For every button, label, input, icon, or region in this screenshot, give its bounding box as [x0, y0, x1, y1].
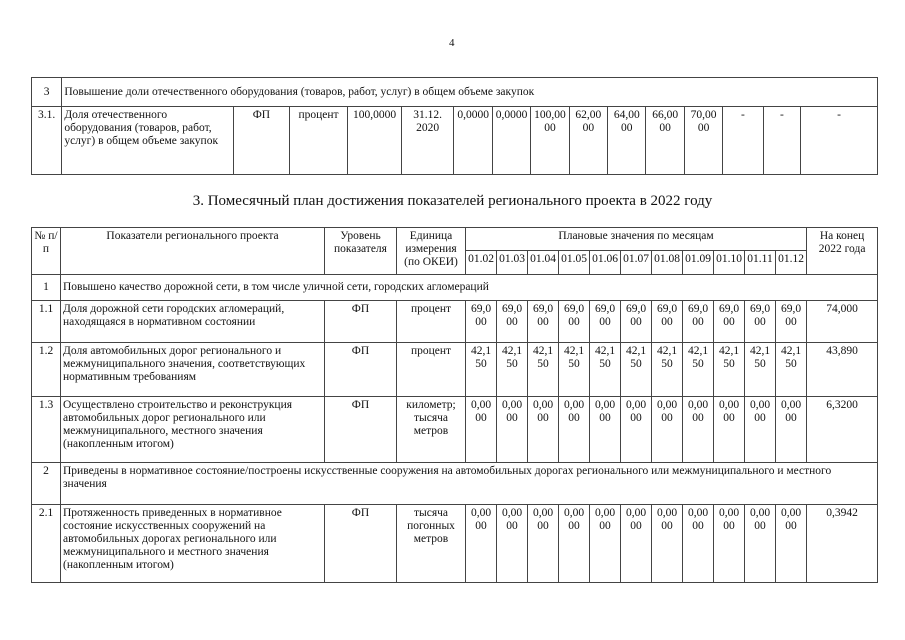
section-text: Повышение доли отечественного оборудования (товаров, работ, услуг) в общем объеме закупок: [62, 78, 878, 107]
value-cell: 0,0000: [492, 107, 530, 175]
header-end: На конец 2022 года: [807, 228, 878, 275]
section-title: 3. Помесячный план достижения показателей регионального проекта в 2022 году: [192, 193, 713, 209]
month-value: 42,1 50: [559, 343, 590, 397]
month-value: 0,00 00: [776, 397, 807, 463]
month-header: 01.02: [466, 251, 497, 275]
section-row-3: [32, 78, 878, 107]
month-value: 42,1 50: [590, 343, 621, 397]
row-num: 2.1: [32, 505, 61, 583]
value-cell: -: [723, 107, 763, 175]
table-row: [32, 397, 878, 463]
row-num: 3.1.: [32, 107, 62, 175]
indicator-unit: тысяча погонных метров: [397, 505, 466, 583]
section-row-2: [32, 463, 878, 505]
end-value: 74,000: [807, 301, 878, 343]
month-value: 69,0 00: [683, 301, 714, 343]
indicator-unit: процент: [397, 301, 466, 343]
month-header: 01.11: [745, 251, 776, 275]
indicator-name: Доля отечественного оборудования (товаров, работ, услуг) в общем объеме закупок: [62, 107, 234, 175]
month-value: 42,1 50: [466, 343, 497, 397]
month-value: 42,1 50: [621, 343, 652, 397]
month-value: 0,00 00: [497, 505, 528, 583]
month-value: 0,00 00: [466, 505, 497, 583]
month-header: 01.03: [497, 251, 528, 275]
table-row: [32, 107, 878, 175]
value-cell: 62,00 00: [569, 107, 607, 175]
end-value: 43,890: [807, 343, 878, 397]
month-value: 42,1 50: [683, 343, 714, 397]
month-value: 0,00 00: [652, 505, 683, 583]
month-value: 69,0 00: [528, 301, 559, 343]
value-cell: -: [763, 107, 800, 175]
month-value: 69,0 00: [745, 301, 776, 343]
indicator-name: Доля дорожной сети городских агломераций, находящаяся в нормативном состоянии: [61, 301, 325, 343]
month-value: 0,00 00: [528, 505, 559, 583]
table-row: [32, 301, 878, 343]
month-header: 01.10: [714, 251, 745, 275]
row-num: 1.1: [32, 301, 61, 343]
value-cell: 100,00 00: [531, 107, 569, 175]
month-header: 01.05: [559, 251, 590, 275]
month-header: 01.04: [528, 251, 559, 275]
month-value: 0,00 00: [559, 505, 590, 583]
section-row-1: [32, 275, 878, 301]
month-value: 42,1 50: [745, 343, 776, 397]
month-value: 0,00 00: [745, 397, 776, 463]
month-value: 0,00 00: [497, 397, 528, 463]
month-value: 69,0 00: [621, 301, 652, 343]
indicator-level: ФП: [325, 505, 397, 583]
month-value: 42,1 50: [776, 343, 807, 397]
month-value: 0,00 00: [745, 505, 776, 583]
month-value: 69,0 00: [714, 301, 745, 343]
indicator-name: Доля автомобильных дорог регионального и межмуниципального значения, соответствующих нормативным требованиям: [61, 343, 325, 397]
table-row: [32, 505, 878, 583]
month-value: 0,00 00: [559, 397, 590, 463]
indicator-level: ФП: [325, 397, 397, 463]
indicator-level: ФП: [234, 107, 290, 175]
indicator-unit: километр; тысяча метров: [397, 397, 466, 463]
section-num: 1: [32, 275, 61, 301]
month-value: 69,0 00: [497, 301, 528, 343]
indicator-level: ФП: [325, 343, 397, 397]
month-value: 69,0 00: [590, 301, 621, 343]
indicator-name: Протяженность приведенных в нормативное состояние искусственных сооружений на автомобильных дорогах регионального или межмуниципального и местного значения (накопленным итогом): [61, 505, 325, 583]
month-value: 0,00 00: [528, 397, 559, 463]
section-num: 3: [32, 78, 62, 107]
month-value: 0,00 00: [621, 505, 652, 583]
month-value: 69,0 00: [776, 301, 807, 343]
header-level: Уровень показателя: [325, 228, 397, 275]
page-number: 4: [449, 37, 455, 49]
row-num: 1.3: [32, 397, 61, 463]
base-date: 31.12. 2020: [401, 107, 454, 175]
indicator-unit: процент: [397, 343, 466, 397]
value-cell: 66,00 00: [646, 107, 684, 175]
month-value: 0,00 00: [683, 505, 714, 583]
month-value: 0,00 00: [590, 505, 621, 583]
value-cell: 64,00 00: [608, 107, 646, 175]
value-cell: 0,0000: [454, 107, 492, 175]
month-value: 42,1 50: [528, 343, 559, 397]
monthly-plan-table: [31, 227, 878, 583]
end-value: 0,3942: [807, 505, 878, 583]
month-value: 0,00 00: [683, 397, 714, 463]
end-value: 6,3200: [807, 397, 878, 463]
indicator-unit: процент: [289, 107, 348, 175]
month-header: 01.09: [683, 251, 714, 275]
value-cell: 70,00 00: [684, 107, 722, 175]
top-indicator-table: [31, 77, 878, 175]
header-row: [32, 228, 878, 251]
month-value: 0,00 00: [590, 397, 621, 463]
month-value: 0,00 00: [652, 397, 683, 463]
month-header: 01.07: [621, 251, 652, 275]
month-value: 69,0 00: [652, 301, 683, 343]
base-value: 100,0000: [348, 107, 402, 175]
month-value: 0,00 00: [776, 505, 807, 583]
month-value: 0,00 00: [714, 505, 745, 583]
month-value: 69,0 00: [466, 301, 497, 343]
indicator-name: Осуществлено строительство и реконструкция автомобильных дорог регионального или межмуниципального, местного значения (накопленным итогом): [61, 397, 325, 463]
section-text: Повышено качество дорожной сети, в том числе уличной сети, городских агломераций: [61, 275, 878, 301]
month-value: 69,0 00: [559, 301, 590, 343]
month-header: 01.08: [652, 251, 683, 275]
month-header: 01.12: [776, 251, 807, 275]
row-num: 1.2: [32, 343, 61, 397]
section-text: Приведены в нормативное состояние/построены искусственные сооружения на автомобильных дорогах регионального или межмуниципального и местного значения: [61, 463, 878, 505]
value-cell: -: [801, 107, 878, 175]
indicator-level: ФП: [325, 301, 397, 343]
header-indicator: Показатели регионального проекта: [61, 228, 325, 275]
month-value: 0,00 00: [714, 397, 745, 463]
month-value: 0,00 00: [466, 397, 497, 463]
month-value: 42,1 50: [652, 343, 683, 397]
month-header: 01.06: [590, 251, 621, 275]
month-value: 42,1 50: [497, 343, 528, 397]
table-row: [32, 343, 878, 397]
month-value: 42,1 50: [714, 343, 745, 397]
header-unit: Единица измерения (по ОКЕИ): [397, 228, 466, 275]
header-num: № п/п: [32, 228, 61, 275]
header-planned: Плановые значения по месяцам: [466, 228, 807, 251]
month-value: 0,00 00: [621, 397, 652, 463]
section-num: 2: [32, 463, 61, 505]
